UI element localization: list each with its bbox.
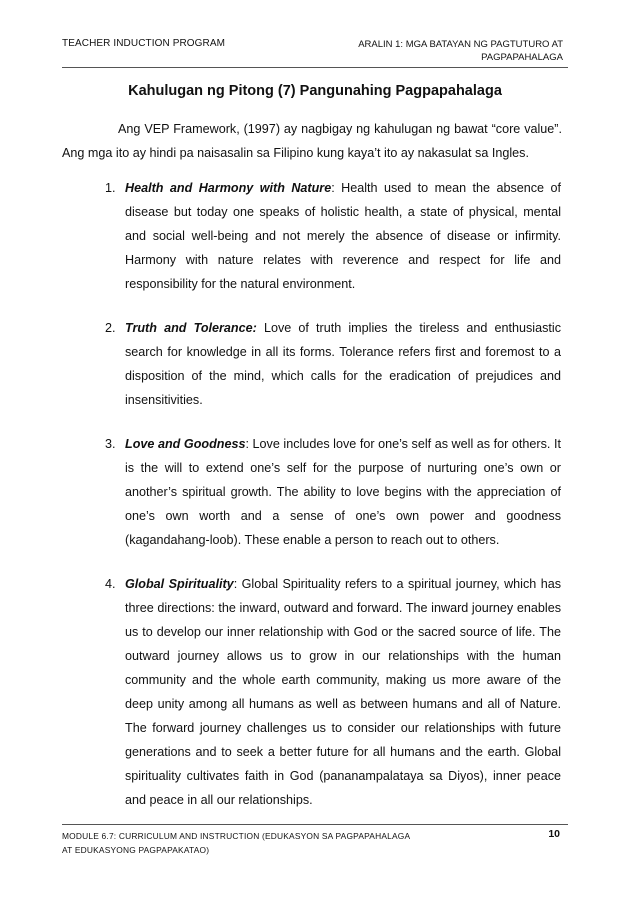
list-item <box>0 316 638 412</box>
item-number: 3. <box>105 437 116 451</box>
item-text: Love includes love for one’s self as well as for others. It is the will to extend one’s self for the purpose of nurturing one’s own or another’s spiritual growth. The ability to love begins with the appreciation of one’s own worth and a sense of one’s own power and goodness (kagandahang-loob). These enable a person to reach out to others. <box>125 437 561 547</box>
item-separator: : <box>233 577 238 591</box>
page-number: 10 <box>548 828 560 840</box>
footer-module-line2: AT EDUKASYONG PAGPAPAKATAO) <box>62 845 210 855</box>
header-lesson <box>323 38 563 64</box>
item-body <box>125 572 561 812</box>
footer-divider <box>62 824 568 825</box>
header-lesson-line2: PAGPAPAHALAGA <box>481 52 563 63</box>
footer-module <box>62 829 482 857</box>
footer-module-line1: MODULE 6.7: CURRICULUM AND INSTRUCTION (EDUKASYON SA PAGPAPAHALAGA <box>62 831 411 841</box>
intro-paragraph: Ang VEP Framework, (1997) ay nagbigay ng kahulugan ng bawat “core value”. Ang mga ito ay hindi pa naisasalin sa Filipino kung kaya’t ito ay nakasulat sa Ingles. <box>62 122 562 160</box>
header-program: TEACHER INDUCTION PROGRAM <box>62 38 226 49</box>
page-title: Kahulugan ng Pitong (7) Pangunahing Pagpapahalaga <box>128 83 502 99</box>
item-body <box>125 316 561 412</box>
item-title: Global Spirituality <box>125 577 234 591</box>
item-title: Health and Harmony with Nature <box>125 181 332 195</box>
item-body <box>125 176 561 296</box>
item-title: Love and Goodness <box>125 437 246 451</box>
item-number: 1. <box>105 181 116 195</box>
header-lesson-line1: ARALIN 1: MGA BATAYAN NG PAGTUTURO AT <box>358 39 563 50</box>
item-text: Love of truth implies the tireless and enthusiastic search for knowledge in all its forms. Tolerance refers first and foremost to a disposition of the mind, which calls for the eradication of prejudices and insensitivities. <box>125 321 561 407</box>
item-separator: : <box>331 181 335 195</box>
item-text: Health used to mean the absence of disease but today one speaks of holistic health, a state of physical, mental and social well-being and not merely the absence of disease or infirmity. Harmony with nature relates with reverence and respect for life and responsibility for the natural environment. <box>125 181 561 291</box>
list-item <box>0 176 638 296</box>
list-item <box>0 572 638 812</box>
item-text: Global Spirituality refers to a spiritual journey, which has three directions: the inward, outward and forward. The inward journey enables us to develop our inner relationship with God or the sacred source of life. The outward journey allows us to grow in our relationships with the human community and the whole earth community, making us more aware of the deep unity among all humans as well as between humans and all of Nature. The forward journey challenges us to consider our relationships with future generations and to seek a better future for all humans and the earth. Global spirituality cultivates faith in God (pananampalataya sa Diyos), inner peace and peace in all our relationships. <box>125 577 562 807</box>
list-item <box>0 432 638 552</box>
item-title: Truth and Tolerance: <box>125 321 257 335</box>
item-number: 4. <box>105 577 116 591</box>
header-divider <box>62 67 568 68</box>
item-number: 2. <box>105 321 116 335</box>
item-body <box>125 432 561 552</box>
item-separator: : <box>245 437 249 451</box>
values-list <box>0 176 638 832</box>
